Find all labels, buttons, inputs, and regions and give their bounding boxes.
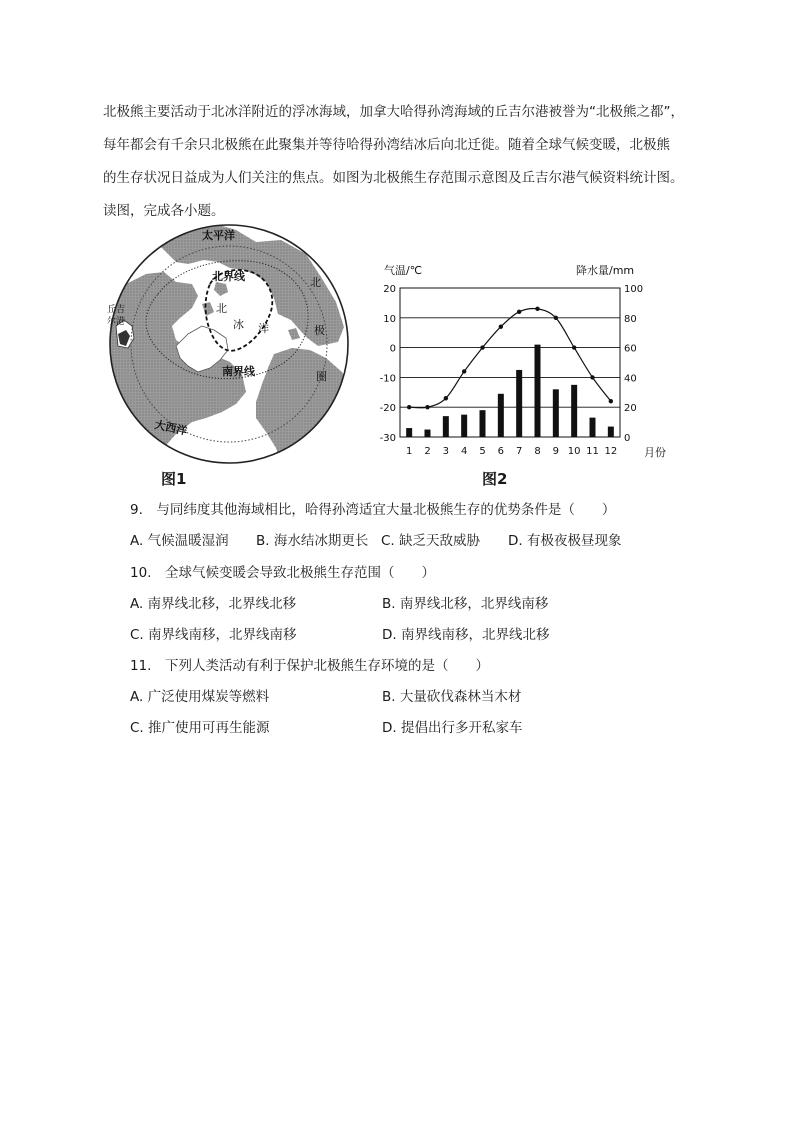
temperature-point xyxy=(554,316,558,320)
figure1-map xyxy=(106,222,352,466)
temperature-tick-label: 10 xyxy=(383,313,396,325)
temperature-point xyxy=(407,405,411,409)
question-11-stem: 11. 下列人类活动有利于保护北极熊生存环境的是（ ） xyxy=(130,658,489,674)
question-11-option-c[interactable]: C. 推广使用可再生能源 xyxy=(130,720,270,736)
question-10-option-c[interactable]: C. 南界线南移，北界线南移 xyxy=(130,627,297,643)
question-10-stem: 10. 全球气候变暖会导致北极熊生存范围（ ） xyxy=(130,565,435,581)
precipitation-bar xyxy=(535,345,541,437)
temperature-tick-label: -10 xyxy=(379,373,396,385)
precipitation-tick-label: 80 xyxy=(624,313,637,325)
month-tick-label: 6 xyxy=(497,446,505,457)
precipitation-tick-label: 60 xyxy=(624,343,637,355)
arctic-circle-label-3: 圈 xyxy=(316,370,327,383)
precipitation-bar xyxy=(590,418,596,437)
question-9-option-c[interactable]: C. 缺乏天敌威胁 xyxy=(381,533,481,549)
churchill-label-2: 尔港 xyxy=(107,317,126,327)
precipitation-tick-label: 0 xyxy=(624,433,631,444)
intro-line: 的生存状况日益成为人们关注的焦点。如图为北极熊生存范围示意图及丘吉尔港气候资料统计图。 xyxy=(103,170,684,186)
month-tick-label: 9 xyxy=(552,446,560,457)
precipitation-bar xyxy=(571,385,577,437)
temperature-tick-label: 0 xyxy=(389,343,396,355)
temperature-point xyxy=(499,325,503,329)
figure2-caption: 图2 xyxy=(482,470,508,488)
question-10-option-b[interactable]: B. 南界线北移，北界线南移 xyxy=(382,596,549,612)
intro-line: 北极熊主要活动于北冰洋附近的浮冰海域，加拿大哈得孙湾海域的丘吉尔港被誉为“北极熊之都”， xyxy=(103,104,684,120)
month-tick-label: 12 xyxy=(604,446,618,457)
month-tick-label: 1 xyxy=(405,446,413,457)
precipitation-bar xyxy=(608,427,614,437)
precipitation-bar xyxy=(425,430,431,437)
south-line-label: 南界线 xyxy=(222,365,255,378)
temperature-tick-label: 20 xyxy=(383,284,396,295)
arctic-ocean-bing: 冰 xyxy=(233,318,244,331)
question-11-option-d[interactable]: D. 提倡出行多开私家车 xyxy=(382,720,523,736)
temperature-point xyxy=(572,345,576,349)
precipitation-tick-label: 100 xyxy=(624,284,644,295)
pacific-label: 太平洋 xyxy=(202,229,235,242)
atlantic-label: 大西洋 xyxy=(153,418,189,438)
precipitation-bar xyxy=(480,410,486,437)
arctic-circle-label-1: 北 xyxy=(310,276,321,289)
precipitation-tick-label: 40 xyxy=(624,373,637,385)
precipitation-tick-label: 20 xyxy=(624,403,637,415)
month-tick-label: 7 xyxy=(515,446,523,457)
question-9-stem: 9. 与同纬度其他海域相比，哈得孙湾适宜大量北极熊生存的优势条件是（ ） xyxy=(130,502,616,518)
question-11-option-b[interactable]: B. 大量砍伐森林当木材 xyxy=(382,689,522,705)
precipitation-bar xyxy=(406,428,412,437)
figure1-caption: 图1 xyxy=(161,470,187,488)
month-tick-label: 2 xyxy=(424,446,431,457)
plot-frame xyxy=(400,288,620,437)
arctic-ocean-yang: 洋 xyxy=(258,322,269,335)
precipitation-bar xyxy=(553,389,559,437)
intro-line: 读图，完成各小题。 xyxy=(103,203,225,219)
precipitation-axis-title: 降水量/mm xyxy=(576,264,635,277)
figure2-climate-chart xyxy=(370,262,670,462)
arctic-circle-label-2: 极 xyxy=(314,324,325,337)
temperature-tick-label: -30 xyxy=(379,433,396,444)
intro-line: 每年都会有千余只北极熊在此聚集并等待哈得孙湾结冰后向北迁徙。随着全球气候变暖，北极熊 xyxy=(103,137,670,153)
temperature-point xyxy=(590,375,594,379)
intro-paragraph xyxy=(103,96,703,228)
arctic-ocean-bei: 北 xyxy=(216,302,227,315)
month-tick-label: 10 xyxy=(567,446,581,457)
month-tick-label: 5 xyxy=(479,446,486,457)
churchill-label-1: 丘吉 xyxy=(107,305,126,315)
question-10-option-a[interactable]: A. 南界线北移，北界线北移 xyxy=(130,596,297,612)
question-10-option-d[interactable]: D. 南界线南移，北界线北移 xyxy=(382,627,550,643)
question-9-option-a[interactable]: A. 气候温暖湿润 xyxy=(130,533,229,549)
month-tick-label: 11 xyxy=(586,446,599,457)
question-9-option-b[interactable]: B. 海水结冰期更长 xyxy=(256,533,369,549)
question-11-option-a[interactable]: A. 广泛使用煤炭等燃料 xyxy=(130,689,270,705)
month-axis-title: 月份 xyxy=(644,446,666,459)
temperature-point xyxy=(462,369,466,373)
precipitation-bar xyxy=(498,394,504,437)
month-tick-label: 3 xyxy=(442,446,450,457)
temperature-tick-label: -20 xyxy=(379,403,396,415)
temperature-point xyxy=(480,345,484,349)
precipitation-bar xyxy=(516,370,522,437)
month-tick-label: 8 xyxy=(534,446,541,457)
temperature-axis-title: 气温/℃ xyxy=(384,264,423,277)
precipitation-bar xyxy=(461,415,467,437)
temperature-point xyxy=(609,399,613,403)
temperature-line xyxy=(409,308,611,407)
question-9-option-d[interactable]: D. 有极夜极昼现象 xyxy=(508,533,622,549)
temperature-point xyxy=(425,405,429,409)
temperature-point xyxy=(444,396,448,400)
precipitation-bar xyxy=(443,416,449,437)
temperature-point xyxy=(517,310,521,314)
north-line-label: 北界线 xyxy=(212,270,245,283)
temperature-point xyxy=(535,307,539,311)
month-tick-label: 4 xyxy=(460,446,468,457)
